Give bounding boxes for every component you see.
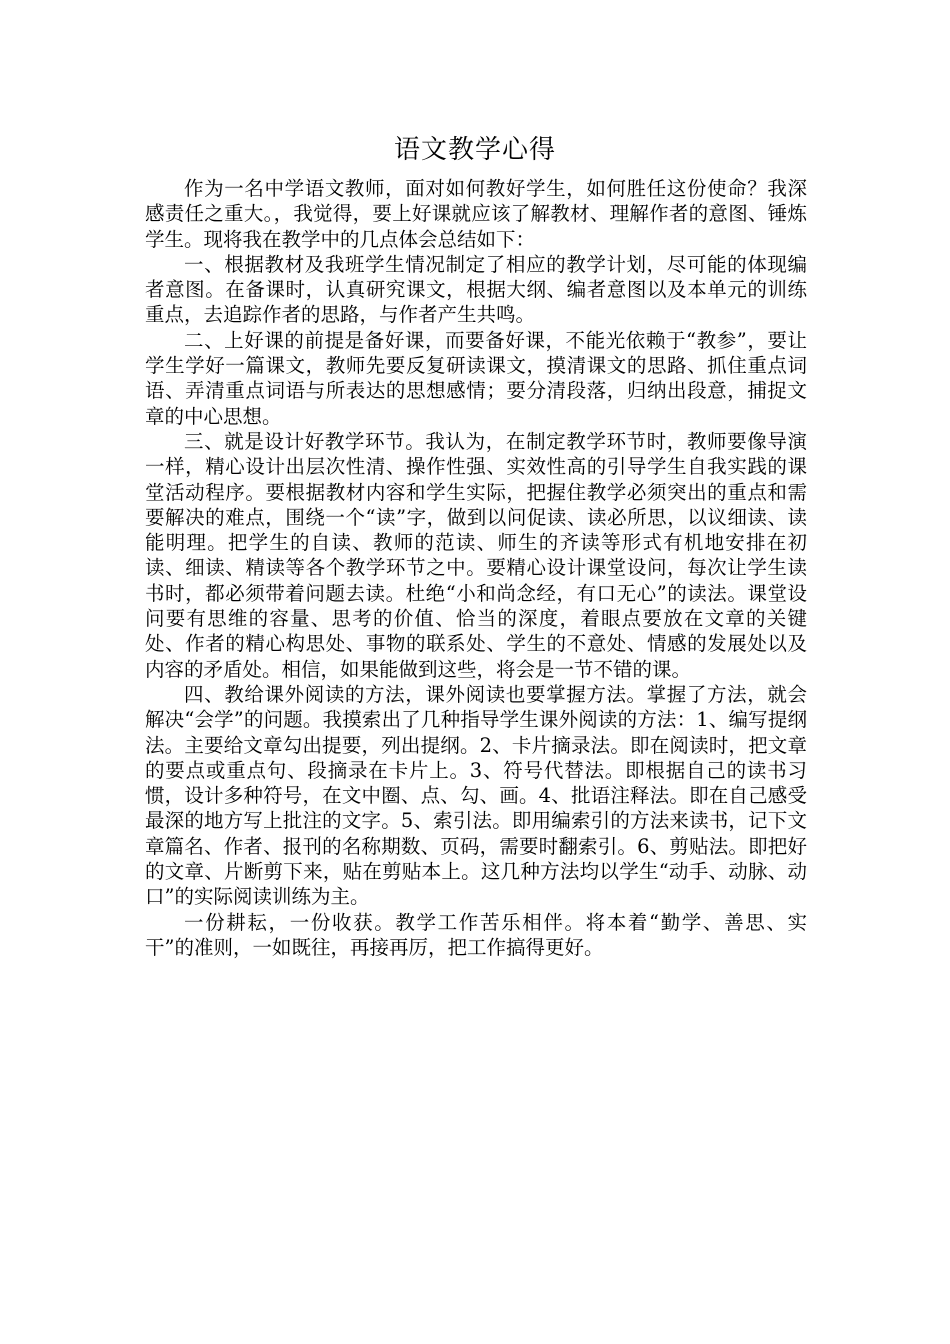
paragraph-point-3: 三、就是设计好教学环节。我认为，在制定教学环节时，教师要像导演一样，精心设计出层次性清、操作性强、实效性高的引导学生自我实践的课堂活动程序。要根据教材内容和学生实际，把握住教学必须突出的重点和需要解决的难点，围绕一个“读”字，做到以问促读、读必所思，以议细读、读能明理。把学生的自读、教师的范读、师生的齐读等形式有机地安排在初读、细读、精读等各个教学环节之中。要精心设计课堂设问，每次让学生读书时，都必须带着问题去读。杜绝“小和尚念经，有口无心”的读法。课堂设问要有思维的容量、思考的价值、恰当的深度，着眼点要放在文章的关键处、作者的精心构思处、事物的联系处、学生的不意处、情感的发展处以及内容的矛盾处。相信，如果能做到这些，将会是一节不错的课。 bbox=[145, 429, 807, 681]
document-title: 语文教学心得 bbox=[393, 135, 556, 165]
intro-paragraph: 作为一名中学语文教师，面对如何教好学生，如何胜任这份使命？我深感责任之重大。，我觉得，要上好课就应该了解教材、理解作者的意图、锤炼学生。现将我在教学中的几点体会总结如下： bbox=[145, 177, 807, 251]
paragraph-point-1: 一、根据教材及我班学生情况制定了相应的教学计划，尽可能的体现编者意图。在备课时，认真研究课文，根据大纲、编者意图以及本单元的训练重点，去追踪作者的思路，与作者产生共鸣。 bbox=[145, 252, 807, 327]
paragraph-point-2: 二、上好课的前提是备好课，而要备好课，不能光依赖于“教参”，要让学生学好一篇课文，教师先要反复研读课文，摸清课文的思路、抓住重点词语、弄清重点词语与所表达的思想感情；要分清段落，归纳出段意，捕捉文章的中心思想。 bbox=[145, 328, 807, 428]
document-body bbox=[145, 176, 807, 960]
paragraph-point-4: 四、教给课外阅读的方法，课外阅读也要掌握方法。掌握了方法，就会解决“会学”的问题。我摸索出了几种指导学生课外阅读的方法：1、编写提纲法。主要给文章勾出提要，列出提纲。2、卡片摘录法。即在阅读时，把文章的要点或重点句、段摘录在卡片上。3、符号代替法。即根据自己的读书习惯，设计多种符号，在文中圈、点、勾、画。4、批语注释法。即在自己感受最深的地方写上批注的文字。5、索引法。即用编索引的方法来读书，记下文章篇名、作者、报刊的名称期数、页码，需要时翻索引。6、剪贴法。即把好的文章、片断剪下来，贴在剪贴本上。这几种方法均以学生“动手、动脉、动口”的实际阅读训练为主。 bbox=[145, 682, 807, 909]
closing-paragraph: 一份耕耘，一份收获。教学工作苦乐相伴。将本着“勤学、善思、实干”的准则，一如既往，再接再厉，把工作搞得更好。 bbox=[145, 910, 807, 959]
